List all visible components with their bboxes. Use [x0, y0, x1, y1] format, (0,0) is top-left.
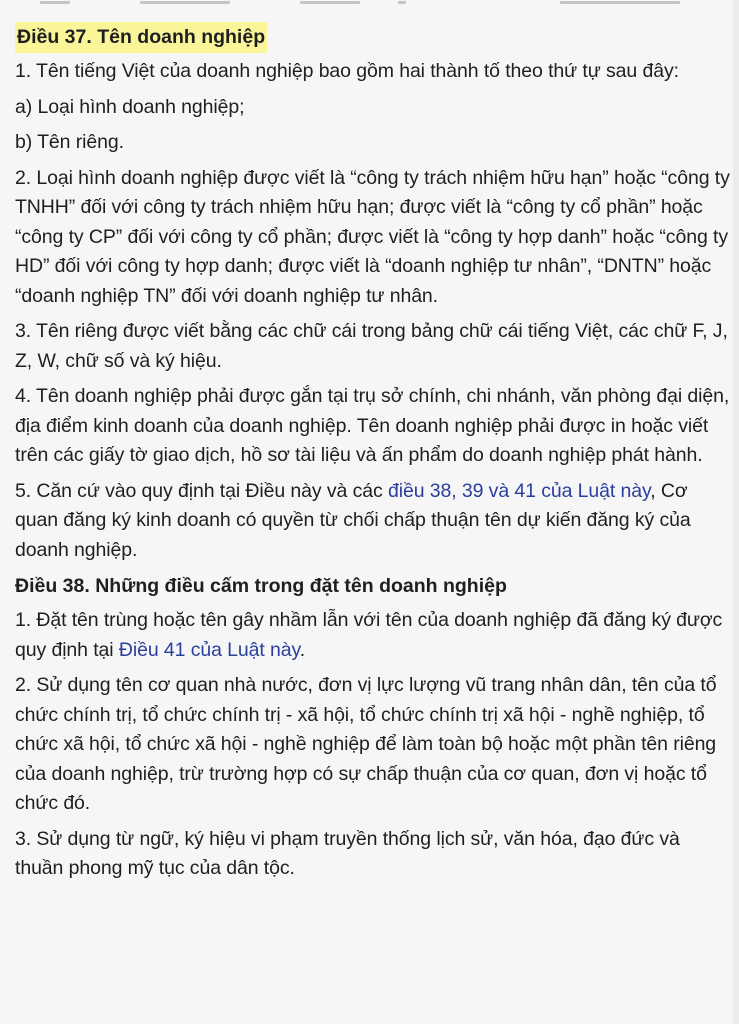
- text-fragment: [560, 1, 680, 4]
- article-38-clause-1: [15, 606, 730, 665]
- article-38-title: Điều 38. Những điều cấm trong đặt tên doanh nghiệp: [15, 575, 507, 597]
- article-37-clause-1b: b) Tên riêng.: [15, 131, 124, 153]
- article-37-title: Điều 37. Tên doanh nghiệp: [15, 22, 267, 53]
- article-37-clause-1a: a) Loại hình doanh nghiệp;: [15, 95, 245, 118]
- article-38-clause-3: 3. Sử dụng từ ngữ, ký hiệu vi phạm truyền thống lịch sử, văn hóa, đạo đức và thuần phong mỹ tục của dân tộc.: [15, 827, 680, 879]
- clause-text: .: [299, 638, 306, 661]
- clause-text: 1. Đặt tên trùng hoặc tên gây nhầm lẫn với tên của doanh nghiệp đã đăng ký được quy định tại: [15, 609, 723, 661]
- article-37-clause-1: 1. Tên tiếng Việt của doanh nghiệp bao gồm hai thành tố theo thứ tự sau đây:: [15, 60, 679, 82]
- page-edge: [733, 0, 739, 1024]
- text-fragment: [300, 1, 360, 4]
- article-37-clause-5: [15, 477, 730, 566]
- document-body: [15, 22, 730, 890]
- article-41-link[interactable]: Điều 41 của Luật này: [118, 638, 300, 661]
- article-37-clause-4: 4. Tên doanh nghiệp phải được gắn tại trụ sở chính, chi nhánh, văn phòng đại diện, địa điểm kinh doanh của doanh nghiệp. Tên doanh nghiệp phải được in hoặc viết trên các giấy tờ giao dịch, hồ sơ tài liệu và ấn phẩm do doanh nghiệp phát hành.: [15, 385, 730, 466]
- text-fragment: [140, 1, 230, 4]
- article-37-clause-2: 2. Loại hình doanh nghiệp được viết là “công ty trách nhiệm hữu hạn” hoặc “công ty TNHH” đối với công ty trách nhiệm hữu hạn; được viết là “công ty cổ phần” hoặc “công ty CP” đối với công ty cổ phần; được viết là “công ty hợp danh” hoặc “công ty HD” đối với công ty hợp danh; được viết là “doanh nghiệp tư nhân”, “DNTN” hoặc “doanh nghiệp TN” đối với doanh nghiệp tư nhân.: [15, 166, 730, 307]
- clause-text: 5. Căn cứ vào quy định tại Điều này và các: [15, 479, 388, 502]
- text-fragment: [398, 1, 406, 4]
- article-37-clause-3: 3. Tên riêng được viết bằng các chữ cái trong bảng chữ cái tiếng Việt, các chữ F, J, Z, W, chữ số và ký hiệu.: [15, 320, 728, 372]
- previous-content-remnant: [0, 0, 739, 22]
- clause-text: , Cơ quan đăng ký kinh doanh có quyền từ chối chấp thuận tên dự kiến đăng ký của doanh nghiệp.: [15, 479, 691, 561]
- law-articles-link[interactable]: điều 38, 39 và 41 của Luật này: [387, 479, 651, 502]
- article-38-clause-2: 2. Sử dụng tên cơ quan nhà nước, đơn vị lực lượng vũ trang nhân dân, tên của tổ chức chính trị, tổ chức chính trị - xã hội, tổ chức chính trị xã hội - nghề nghiệp, tổ chức xã hội, tổ chức xã hội - nghề nghiệp để làm toàn bộ hoặc một phần tên riêng của doanh nghiệp, trừ trường hợp có sự chấp thuận của cơ quan, đơn vị hoặc tổ chức đó.: [15, 674, 717, 814]
- text-fragment: [40, 1, 70, 4]
